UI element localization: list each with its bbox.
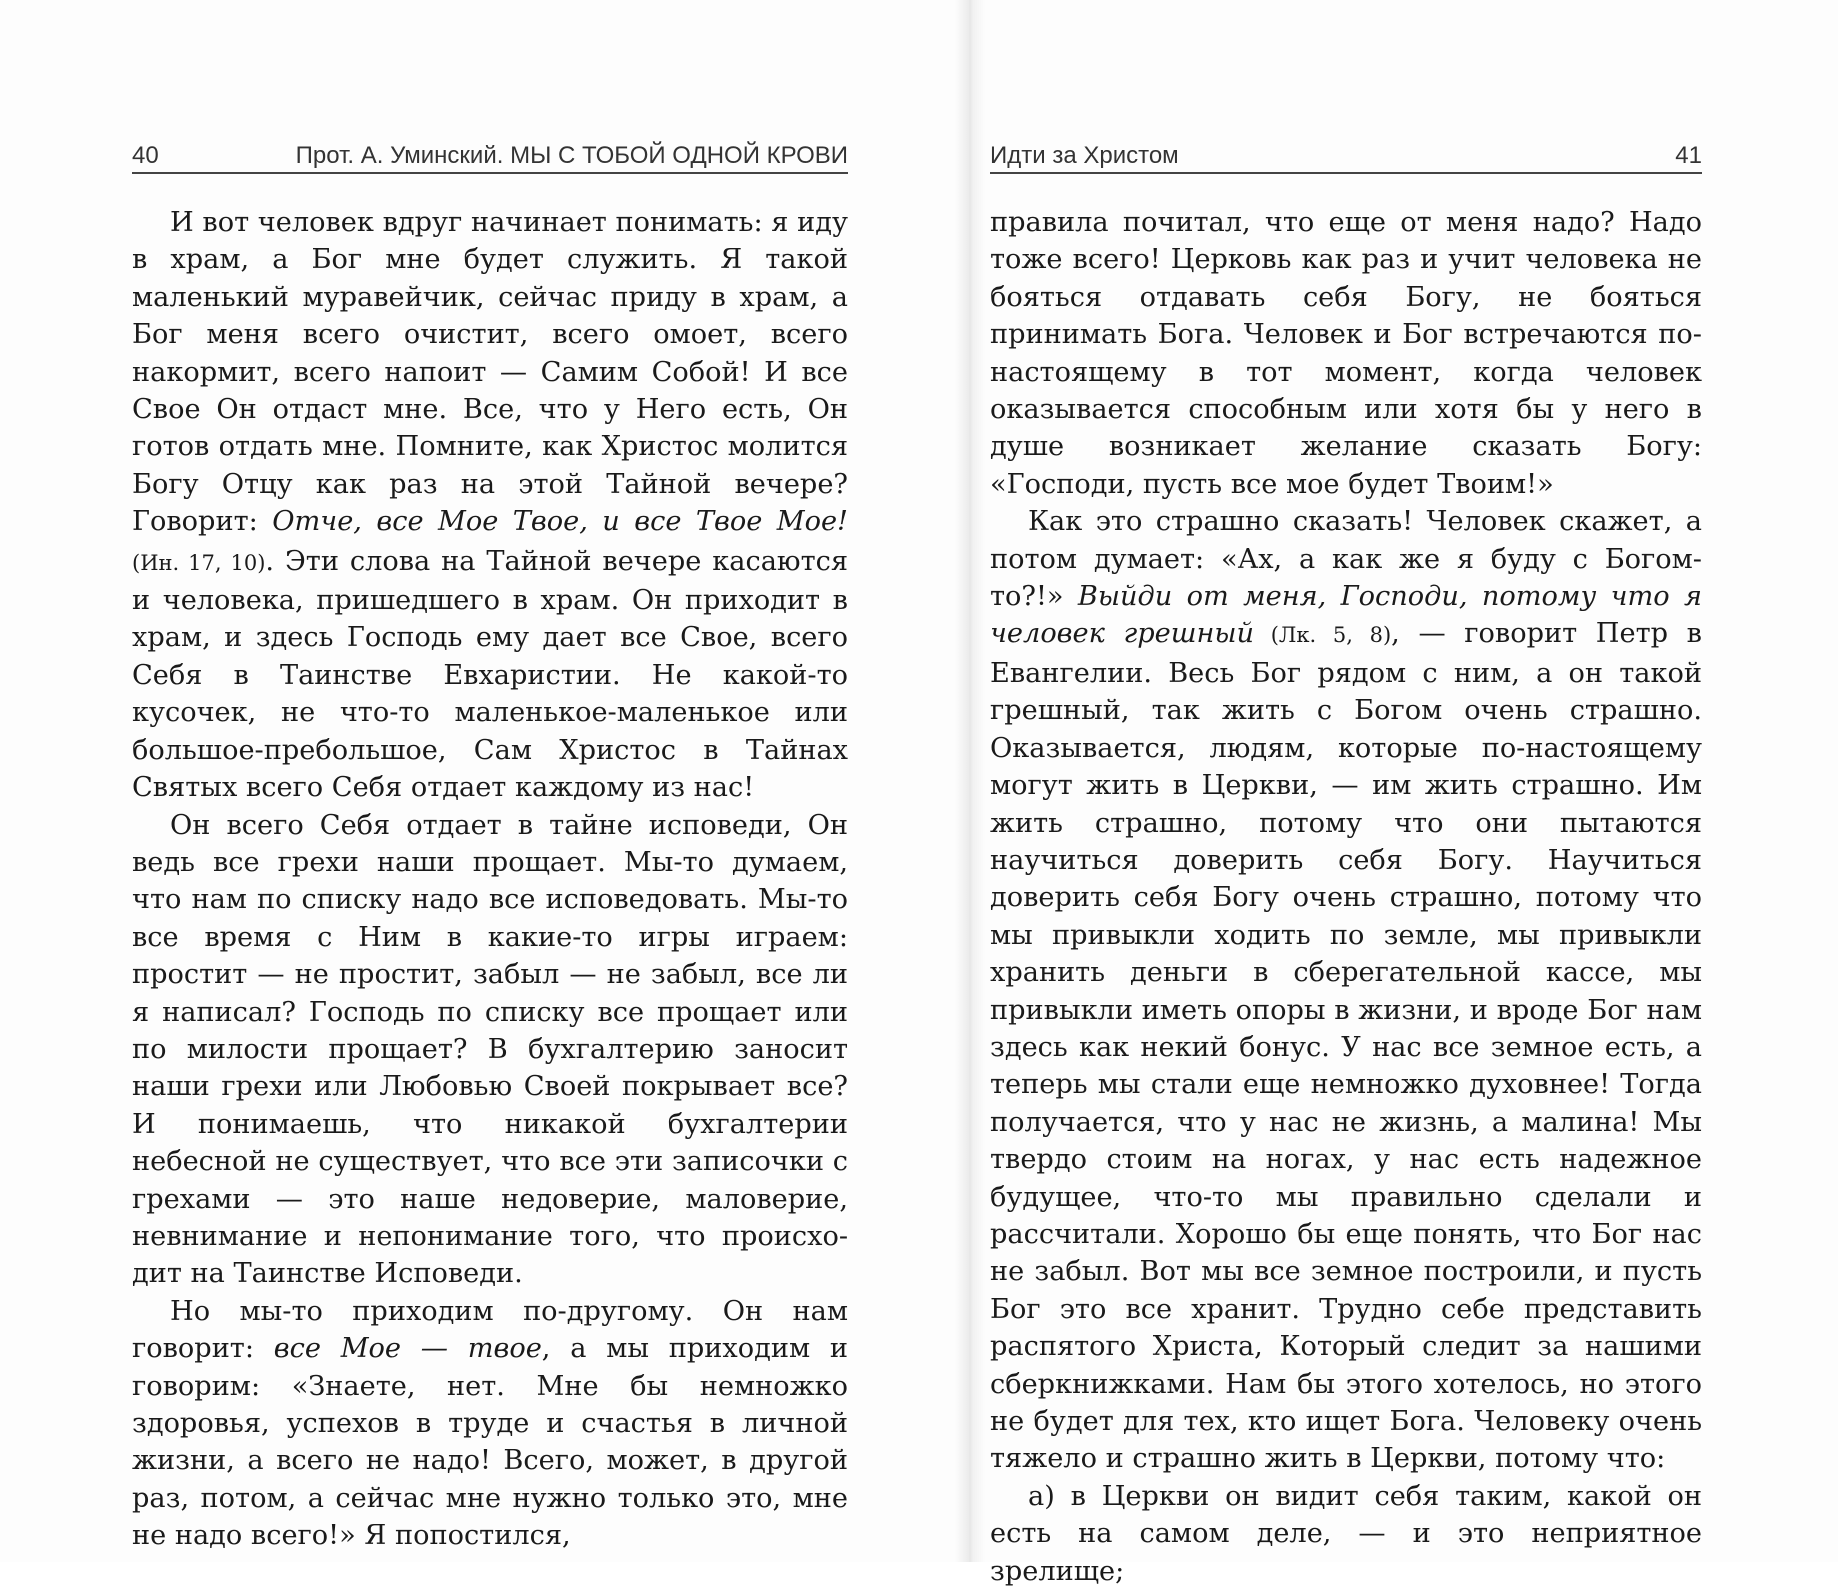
- scripture-quote: Отче, все Мое Твое, и все Твое Мое!: [272, 506, 848, 538]
- running-head: Прот. А. Уминский. МЫ С ТОБОЙ ОДНОЙ КРОВИ: [295, 142, 848, 169]
- left-page-body: [132, 204, 848, 1555]
- paragraph: И вот человек вдруг начинает понимать: я иду в храм, а Бог мне будет служить. Я такой маленький муравейчик, сейчас приду в храм, а Бог меня всего очистит, всего омоет, всего накормит, всего напоит — Самим Собой! И все Свое Он отдаст мне. Все, что у Него есть, Он готов отдать мне. Помните, как Христос молится Богу Отцу как раз на этой Тайной вечере? Говорит: Отче, все Мое Твое, и все Твое Мое! (Ин. 17, 10). Эти слова на Тайной вечере касаются и человека, пришедшего в храм. Он приходит в храм, и здесь Господь ему дает все Свое, всего Себя в Таинстве Евхаристии. Не какой-то кусочек, не что-то маленькое-маленькое или большое-пребольшое, Сам Христос в Тайнах Святых всего Себя отдает каждому из нас!: [132, 207, 849, 804]
- scripture-citation: (Ин. 17, 10): [132, 550, 266, 575]
- paragraph: Как это страшно сказать! Человек скажет, а потом думает: «Ах, а как же я буду с Богом-то?!» Выйди от меня, Господи, потому что я человек грешный (Лк. 5, 8), — говорит Петр в Евангелии. Весь Бог рядом с ним, а он такой грешный, так жить с Богом очень страшно. Оказывается, людям, которые по-настоящему могут жить в Церкви, — им жить страшно. Им жить страшно, потому что они пытаются научиться доверить себя Богу. Научиться доверить себя Богу очень страшно, потому что мы привыкли ходить по земле, мы привыкли хранить деньги в сберегательной кассе, мы привыкли иметь опоры в жизни, и вроде Бог нам здесь как некий бонус. У нас все земное есть, а теперь мы стали еще немножко духовнее! Тогда получается, что у нас не жизнь, а малина! Мы твердо стоим на ногах, у нас есть надежное будущее, что-то мы правильно сделали и рассчитали. Хорошо бы еще понять, что Бог нас не забыл. Вот мы все земное построили, и пусть Бог это все хранит. Трудно себе представить распятого Христа, Который следит за нашими сберкнижками. Нам бы этого хотелось, но этого не будет для тех, кто ищет Бога. Человеку очень тяжело и страшно жить в Церкви, потому что:: [990, 506, 1702, 1475]
- scripture-quote: все Мое — твое: [273, 1333, 542, 1365]
- paragraph: Но мы-то приходим по-другому. Он нам говорит: все Мое — твое, а мы приходим и говорим: «Знаете, нет. Мне бы немножко здоровья, успехов в труде и счастья в личной жизни, а всего не надо! Всего, может, в другой раз, потом, а сейчас мне нужно только это, мне не надо всего!» Я попостился,: [132, 1295, 848, 1552]
- right-page-header: [990, 140, 1702, 174]
- scripture-citation: (Лк. 5, 8): [1254, 623, 1392, 648]
- right-page-body: [990, 204, 1702, 1590]
- paragraph: а) в Церкви он видит себя таким, какой он есть на самом деле, — и это неприятное зрелище;: [990, 1480, 1702, 1587]
- page-number: 40: [132, 142, 159, 169]
- paragraph: правила почитал, что еще от меня надо? Надо тоже всего! Церковь как раз и учит человека не бояться отдавать себя Богу, не бояться принимать Бога. Человек и Бог встречаются по-настоящему в тот момент, когда человек оказывается способным или хотя бы у него в душе возникает желание сказать Богу: «Господи, пусть все мое будет Твоим!»: [990, 207, 1702, 500]
- right-page: [990, 0, 1702, 1587]
- paragraph: Он всего Себя отдает в тайне исповеди, Он ведь все грехи наши прощает. Мы-то думаем, что нам по списку надо все исповедовать. Мы-то все время с Ним в какие-то игры играем: простит — не простит, забыл — не забыл, все ли я написал? Господь по списку все прощает или по милости прощает? В бухгалтерию заносит наши грехи или Любовью Своей покрывает все? И понимаешь, что никакой бухгалтерии небесной не существует, что все эти записочки с грехами — это наше недоверие, маловерие, невнимание и непонимание того, что происходит на Таинстве Исповеди.: [132, 809, 848, 1290]
- book-gutter: [955, 0, 985, 1562]
- left-page: [132, 0, 848, 1562]
- scripture-quote: Выйди от меня, Господи, потому что я человек грешный: [990, 581, 1702, 650]
- running-head: Идти за Христом: [990, 142, 1179, 169]
- left-page-header: [132, 140, 848, 174]
- page-number: 41: [1675, 142, 1702, 169]
